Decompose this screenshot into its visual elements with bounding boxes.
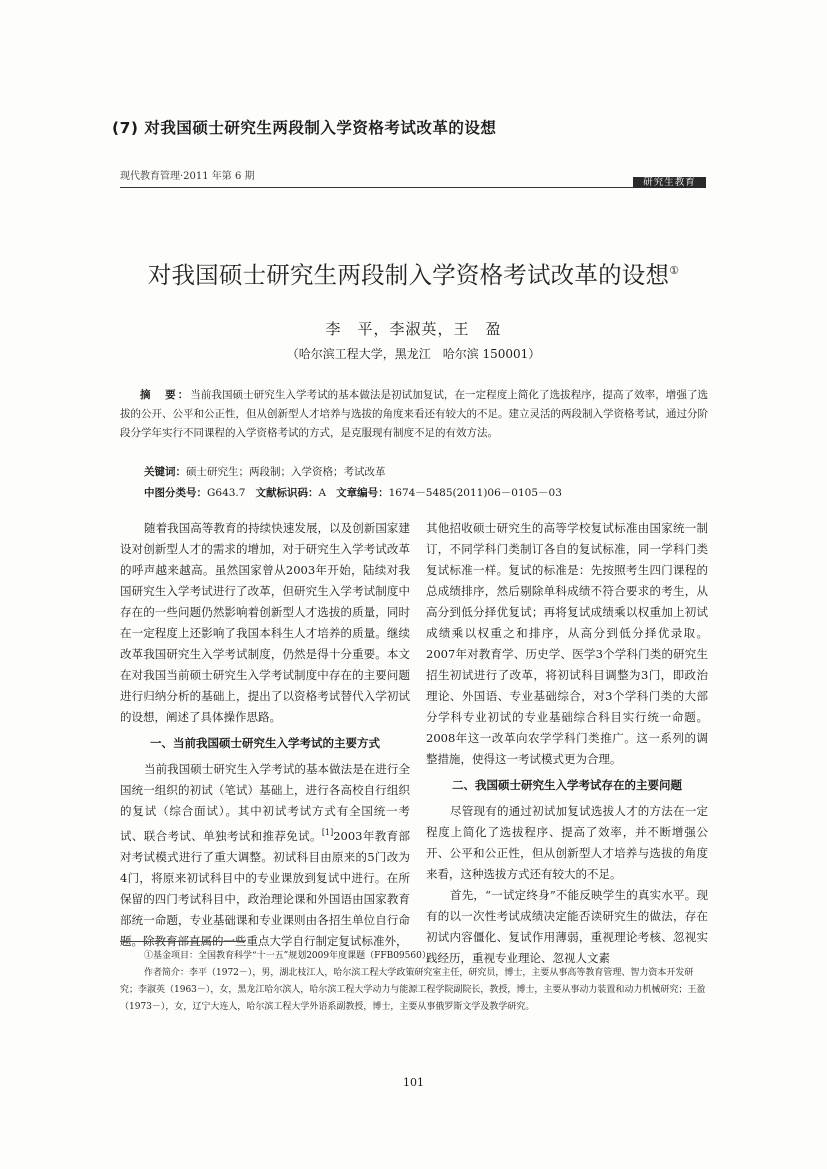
section-heading: (7) 对我国硕士研究生两段制入学资格考试改革的设想 — [112, 119, 497, 137]
journal-issue: 现代教育管理·2011 年第 6 期 — [120, 171, 255, 182]
title-footnote-mark: ① — [669, 264, 680, 278]
keywords-label: 关键词： — [144, 466, 186, 478]
doc-code-value: A — [318, 487, 327, 499]
article-no-value: 1674－5485(2011)06－0105－03 — [388, 487, 562, 499]
footnote-rule — [120, 941, 245, 942]
article-title — [60, 256, 767, 290]
header-rule — [120, 187, 706, 188]
citation-ref: [1] — [321, 828, 334, 837]
intro-paragraph: 随着我国高等教育的持续快速发展，以及创新国家建设对创新型人才的需求的增加，对于研究生入学考试改革的呼声越来越高。虽然国家曾从2003年开始，陆续对我国研究生入学考试进行了改革，但研究生入学考试制度中存在的一些问题仍然影响着创新型人才选拔的质量，同时在一定程度上还影响了我国本科生人才培养的质量。继续改革我国研究生入学考试制度，仍然是得十分重要。本文在对我国当前硕士研究生入学考试制度中存在的主要问题进行归纳分析的基础上，提出了以资格考试替代入学初试的设想，阐述了具体操作思路。 — [120, 521, 410, 724]
title-text: 对我国硕士研究生两段制入学资格考试改革的设想 — [147, 261, 670, 289]
keywords — [144, 464, 386, 479]
article-no-label: 文章编号： — [336, 487, 389, 499]
funding-footnote: ①基金项目：全国教育科学“十一五”规划2009年度课题（FFB09560）。 — [144, 951, 436, 961]
section-2-heading: 二、我国硕士研究生入学考试存在的主要问题 — [452, 778, 682, 792]
section-1-text-b: 2003年教育部对考试模式进行了重大调整。初试科目由原来的5门改为4门，将原来初试科目中的专业课放到复试中进行。在所保留的四门考试科目中，政治理论课和外国语由国家教育部统一命题，专业基础课和专业课则由各招生单位自行命题。除教育部直属的一些重点大学自行制定复试标准外， — [120, 828, 410, 948]
footnotes — [120, 948, 708, 1016]
abstract-label: 摘 要： — [140, 389, 191, 401]
left-column — [120, 518, 410, 952]
clc-value: G643.7 — [207, 487, 246, 499]
author-bio-footnote: 作者简介：李平（1972－），男，湖北枝江人，哈尔滨工程大学政策研究室主任，研究员，博士，主要从事高等教育管理、智力资本开发研究；李淑英（1963－），女，黑龙江哈尔滨人，哈尔滨工程大学动力与能源工程学院副院长，教授，博士，主要从事动力装置和动力机械研究；王盈（1973－），女，辽宁大连人，哈尔滨工程大学外语系副教授，博士，主要从事俄罗斯文学及教学研究。 — [120, 968, 706, 1012]
clc-label: 中图分类号： — [144, 487, 207, 499]
column-tag: 研究生教育 — [633, 177, 706, 188]
abstract — [120, 386, 708, 443]
continued-paragraph: 其他招收硕士研究生的高等学校复试标准由国家统一制订，不同学科门类制订各自的复试标准，同一学科门类复试标准一样。复试的标准是：先按照考生四门课程的总成绩排序，然后剔除单科成绩不符合要求的考生，从高分到低分择优复试；再将复试成绩乘以权重加上初试成绩乘以权重之和排序，从高分到低分择优录取。2007年对教育学、历史学、医学3个学科门类的研究生招生初试进行了改革，将初试科目调整为3门，即政治理论、外国语、专业基础综合，对3个学科门类的大部分学科专业初试的专业基础综合科目实行统一命题。2008年这一改革向农学学科门类推广。这一系列的调整措施，使得这一考试模式更为合理。 — [426, 521, 708, 766]
classification-line — [144, 485, 562, 500]
abstract-text: 当前我国硕士研究生入学考试的基本做法是初试加复试，在一定程度上简化了选拔程序，提高了效率，增强了选拔的公开、公平和公正性，但从创新型人才培养与选拔的角度来看还有较大的不足。建立灵活的两段制入学资格考试，通过分阶段分学年实行不同课程的入学资格考试的方式，是克服现有制度不足的有效方法。 — [120, 389, 709, 439]
page-number: 101 — [403, 1076, 424, 1089]
doc-code-label: 文献标识码： — [255, 487, 319, 499]
section-1-paragraph — [120, 759, 410, 952]
section-1-heading: 一、当前我国硕士研究生入学考试的主要方式 — [150, 736, 380, 750]
keywords-text: 硕士研究生；两段制；入学资格；考试改革 — [186, 466, 386, 478]
section-1-text-a: 当前我国硕士研究生入学考试的基本做法是在进行全国统一组织的初试（笔试）基础上，进行各高校自行组织的复试（综合面试）。其中初试考试方式有全国统一考试、联合考试、单独考试和推荐免试。 — [120, 762, 410, 843]
section-2-paragraph-2: 首先，“一试定终身”不能反映学生的真实水平。现有的以一次性考试成绩决定能否读研究生的做法，存在初试内容僵化、复试作用薄弱，重视理论考核、忽视实践经历，重视专业理论、忽视人文素 — [426, 888, 708, 965]
section-2-paragraph-1: 尽管现有的通过初试加复试选拔人才的方法在一定程度上简化了选拔程序、提高了效率，并不断增强公开、公平和公正性，但从创新型人才培养与选拔的角度来看，这种选拔方式还有较大的不足。 — [426, 804, 708, 881]
right-column — [426, 518, 708, 969]
affiliation: （哈尔滨工程大学，黑龙江 哈尔滨 150001） — [286, 347, 541, 361]
authors: 李 平，李淑英，王 盈 — [325, 320, 502, 338]
